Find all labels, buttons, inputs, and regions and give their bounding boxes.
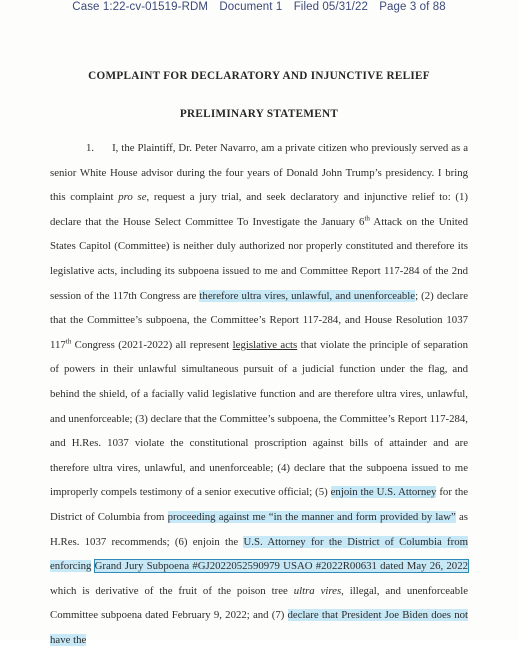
filed-date: Filed 05/31/22 [293, 1, 368, 13]
text-segment: , illegal, and unenforceable Committee subpoena dated February 9, 2022; and (7) [50, 584, 468, 622]
text-segment: Attack on the United States Capitol (Committee) is neither duly authorized nor properly constituted and therefore its legislative acts, including its subpoena issued to me and Committee Report 117-284 of the 2nd session of the 117th Congress are [50, 215, 468, 302]
text-segment: that violate the principle of separation of powers in their unlawful simultaneous pursuit of a judicial function under the flag, and behind the shield, of a facially valid legislative function and are therefore ultra vires, unlawful, and unenforceable; (3) declare that the Committee’s subpoena, the Committee’s Report 117-284, and H.Res. 1037 violate the constitutional proscription against bills of attainder and are therefore ultra vires, unlawful, and unenforceable; (4) declare that the subpoena issued to me improperly compels testimony of a senior executive official; (5) [50, 338, 468, 499]
text-segment: ; (2) declare that the Committee’s subpoena, the Committee’s Report 117-284, and House Resolution 1037 117 [50, 289, 468, 351]
highlighted-text: enjoin the U.S. Attorney [330, 486, 437, 499]
underlined-text: legislative acts [232, 338, 298, 351]
italic-text: ultra vires [293, 584, 342, 597]
text-segment: for the District of Columbia from [50, 486, 469, 523]
case-header [0, 0, 518, 18]
highlighted-text: proceeding against me “in the manner and form provided by law” [167, 510, 456, 523]
page-number: Page 3 of 88 [379, 1, 446, 13]
case-number: Case 1:22-cv-01519-RDM [72, 1, 209, 13]
text-segment: as H.Res. 1037 recommends; (6) enjoin the [50, 510, 468, 548]
highlighted-text: declare that President Joe Biden does not have the [50, 609, 468, 646]
text-segment: , request a jury trial, and seek declaratory and injunctive relief to: (1) declare that the House Select Committee To Investigate the January 6 [50, 191, 468, 228]
document-number: Document 1 [219, 1, 283, 13]
paragraph-number: 1. [86, 142, 95, 154]
italic-text: pro se [118, 191, 147, 204]
boxed-highlighted-text: Grand Jury Subpoena #GJ2022052590979 USAO #2022R00631 dated May 26, 2022 [94, 560, 469, 573]
superscript: th [65, 337, 72, 346]
highlighted-text: U.S. Attorney for the District of Columbia from enforcing [50, 535, 468, 573]
text-segment: which is derivative of the fruit of the poison tree [50, 584, 294, 597]
paragraph-1 [50, 136, 468, 652]
section-heading: PRELIMINARY STATEMENT [179, 108, 339, 120]
text-segment: I, the Plaintiff, Dr. Peter Navarro, am a private citizen who previously served as a senior White House advisor during the four years of Donald John Trump’s presidency. I bring this complaint [50, 142, 468, 204]
paragraph-text [50, 136, 468, 652]
superscript: th [364, 214, 370, 223]
complaint-title: COMPLAINT FOR DECLARATORY AND INJUNCTIVE RELIEF [88, 70, 430, 82]
text-segment: Congress (2021-2022) all represent [71, 338, 233, 351]
highlighted-text: therefore ultra vires, unlawful, and unenforceable [199, 289, 416, 302]
